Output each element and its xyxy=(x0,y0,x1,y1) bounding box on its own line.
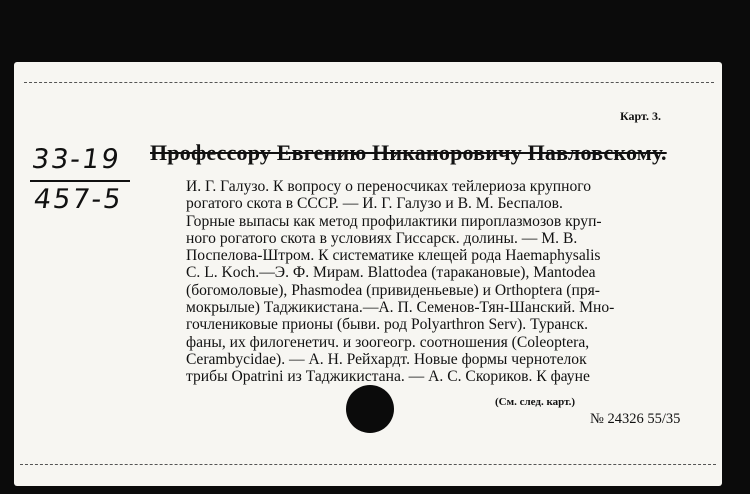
body-line: (богомоловые), Phasmodea (привиденьевые) и Orthoptera (пря- xyxy=(186,281,601,299)
card-number-label: Карт. 3. xyxy=(620,109,662,123)
catalog-number: № 24326 55/35 xyxy=(590,411,681,427)
body-line: Горные выпасы как метод профилактики пироплазмозов круп- xyxy=(186,212,602,230)
handwritten-shelf-mark-top: 33-19 xyxy=(29,144,123,175)
body-line: Cerambycidae). — А. Н. Рейхардт. Новые формы чернотелок xyxy=(186,350,587,368)
body-line: гочлениковые прионы (быви. род Polyarthron Serv). Туранск. xyxy=(186,316,589,334)
body-line: фаны, их филогенетич. и зоогеогр. соотношения (Coleoptera, xyxy=(186,333,590,351)
body-line: ного рогатого скота в условиях Гиссарск. долины. — М. В. xyxy=(186,229,578,247)
see-next-card-note: (См. след. карт.) xyxy=(495,396,576,408)
punch-hole xyxy=(346,385,394,433)
top-dashed-rule xyxy=(24,82,714,83)
body-line: C. L. Koch.—Э. Ф. Мирам. Blattodea (таракановые), Mantodea xyxy=(186,264,596,282)
bottom-dashed-rule xyxy=(20,464,716,465)
handwritten-shelf-mark-bottom: 457-5 xyxy=(31,184,125,215)
dedication-heading: Профессору Евгению Никаноровичу Павловскому. xyxy=(150,140,667,165)
body-line: мокрылые) Таджикистана.—А. П. Семенов-Тян-Шанский. Мно- xyxy=(186,299,615,317)
handwritten-underline xyxy=(30,180,130,182)
body-line: Поспелова-Штром. К систематике клещей рода Haemaphysalis xyxy=(186,247,601,265)
card-body xyxy=(186,178,614,386)
body-line: рогатого скота в СССР. — И. Г. Галузо и В. М. Беспалов. xyxy=(186,195,563,213)
body-line: трибы Opatrini из Таджикистана. — А. С. Скориков. К фауне xyxy=(186,368,590,386)
body-line: И. Г. Галузо. К вопросу о переносчиках тейлериоза крупного xyxy=(186,178,592,195)
